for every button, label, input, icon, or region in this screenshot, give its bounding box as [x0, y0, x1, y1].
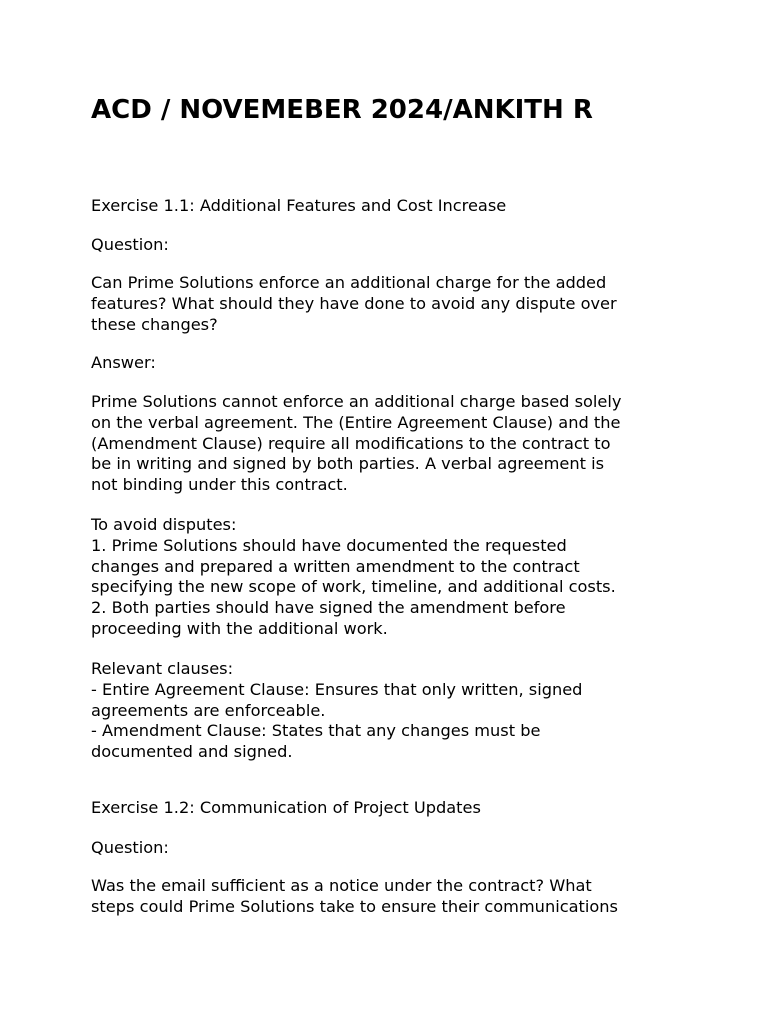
answer-line: Prime Solutions cannot enforce an additional charge based solely	[91, 392, 622, 411]
exercise-1-1-disputes	[91, 515, 691, 640]
clauses-line: documented and signed.	[91, 742, 293, 762]
question-line: these changes?	[91, 314, 218, 334]
clauses-line: Relevant clauses:	[91, 659, 234, 678]
disputes-line: proceeding with the additional work.	[91, 618, 388, 638]
exercise-1-1-heading	[91, 196, 691, 217]
exercise-1-1-answer	[91, 392, 691, 496]
answer-line: (Amendment Clause) require all modifications to the contract to	[91, 433, 611, 453]
exercise-heading-text: Exercise 1.2: Communication of Project Updates	[91, 798, 481, 817]
exercise-heading-text: Exercise 1.1: Additional Features and Cost Increase	[91, 196, 507, 215]
exercise-1-1-question-label	[91, 235, 691, 256]
disputes-line: To avoid disputes:	[91, 515, 237, 534]
question-line: Can Prime Solutions enforce an additional charge for the added	[91, 273, 607, 292]
answer-label: Answer:	[91, 353, 156, 372]
disputes-line: changes and prepared a written amendment to the contract	[91, 556, 580, 576]
exercise-1-2-question	[91, 876, 691, 918]
document-title: ACD / NOVEMEBER 2024/ANKITH R	[91, 95, 593, 125]
exercise-1-2-question-label	[91, 838, 691, 859]
question-line: steps could Prime Solutions take to ensure their communications	[91, 896, 618, 916]
question-label: Question:	[91, 235, 169, 254]
answer-line: be in writing and signed by both parties. A verbal agreement is	[91, 454, 605, 474]
disputes-line: specifying the new scope of work, timeline, and additional costs.	[91, 577, 616, 597]
exercise-1-2-heading	[91, 798, 691, 819]
clauses-line: - Entire Agreement Clause: Ensures that only written, signed	[91, 679, 583, 699]
answer-line: not binding under this contract.	[91, 475, 348, 495]
question-line: Was the email sufficient as a notice under the contract? What	[91, 876, 592, 895]
exercise-1-1-question	[91, 273, 691, 335]
clauses-line: agreements are enforceable.	[91, 700, 326, 720]
question-line: features? What should they have done to avoid any dispute over	[91, 293, 617, 313]
clauses-line: - Amendment Clause: States that any changes must be	[91, 721, 541, 741]
disputes-line: 2. Both parties should have signed the amendment before	[91, 598, 566, 618]
exercise-1-1-clauses	[91, 659, 691, 763]
question-label: Question:	[91, 838, 169, 857]
exercise-1-1-answer-label	[91, 353, 691, 374]
answer-line: on the verbal agreement. The (Entire Agreement Clause) and the	[91, 412, 621, 432]
disputes-line: 1. Prime Solutions should have documented the requested	[91, 535, 567, 555]
